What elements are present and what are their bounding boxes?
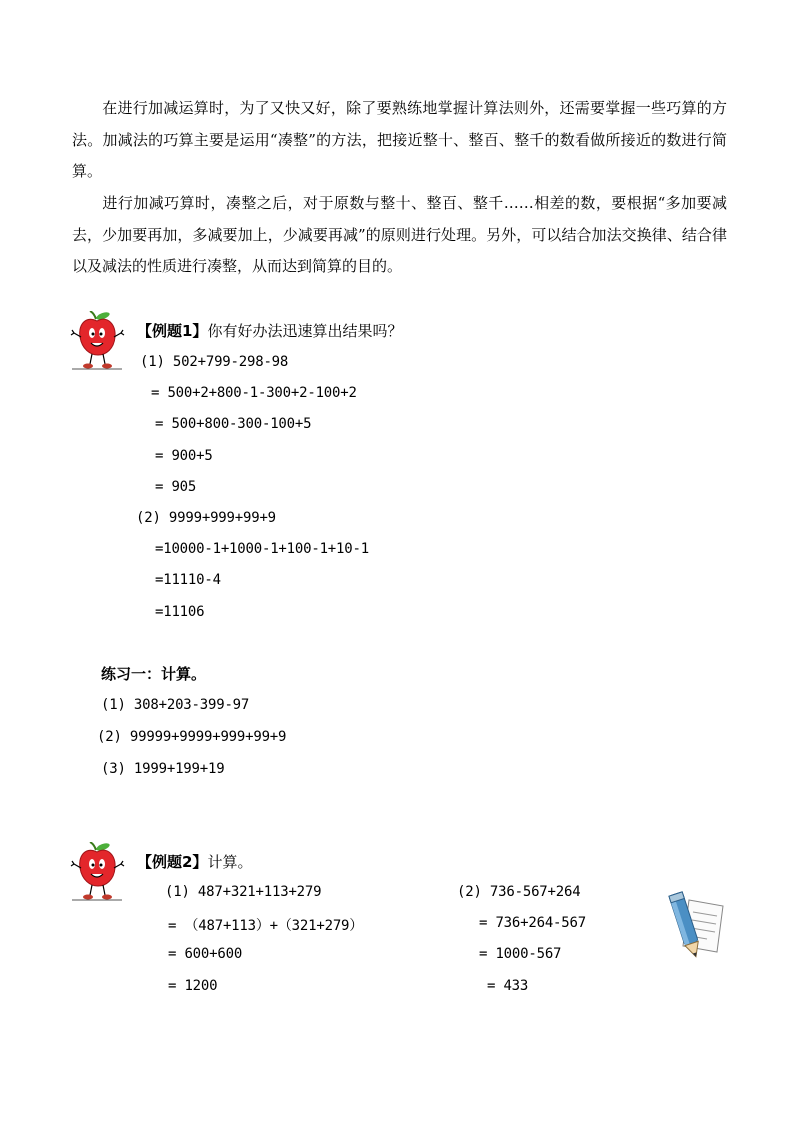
exercise1-title: 练习一：计算。 xyxy=(101,665,207,683)
exercise1-item-expr: 308+203-399-97 xyxy=(133,697,250,713)
example1-part2-expr: 9999+999+99+9 xyxy=(168,510,276,526)
example1-part1-expr: 502+799-298-98 xyxy=(172,354,289,370)
example2-right-step: = 433 xyxy=(487,978,529,994)
example2-right-step: = 1000-567 xyxy=(479,946,562,962)
example2-right-step: = 736+264-567 xyxy=(479,915,586,931)
exercise1-item-expr: 99999+9999+999+99+9 xyxy=(129,729,287,745)
exercise1-item xyxy=(101,697,249,713)
example2-right-num: (2) xyxy=(457,884,482,900)
exercise1-item xyxy=(101,761,224,777)
example2-label: 【例题2】 xyxy=(137,853,208,871)
exercise1-item-expr: 1999+199+19 xyxy=(133,761,225,777)
example1-part2-header xyxy=(136,510,276,526)
example1-part2-step: =11106 xyxy=(155,604,205,620)
example2-left-step: = 600+600 xyxy=(168,946,243,962)
example2-right-expr: 736-567+264 xyxy=(489,884,581,900)
example1-part1-step: = 500+800-300-100+5 xyxy=(155,416,312,432)
example1-part1-step: = 900+5 xyxy=(155,448,213,464)
example2-left-num: (1) xyxy=(165,884,190,900)
pencil-paper-icon xyxy=(667,890,725,962)
example2-left-step: = 1200 xyxy=(168,978,218,994)
example2-left-step: = （487+113）+（321+279） xyxy=(168,918,364,934)
exercise1-item xyxy=(97,729,286,745)
example1-part1-step: = 905 xyxy=(155,479,197,495)
example1-part1-step: = 500+2+800-1-300+2-100+2 xyxy=(151,385,357,401)
example2-title xyxy=(137,851,252,872)
example1-question: 你有好办法迅速算出结果吗？ xyxy=(207,322,403,340)
intro-text-1: 在进行加减运算时，为了又快又好，除了要熟练地掌握计算法则外，还需要掌握一些巧算的方法。加减法的巧算主要是运用“凑整”的方法，把接近整十、整百、整千的数看做所接近的数进行简算。 xyxy=(72,99,727,180)
example1-part2-num: (2) xyxy=(136,510,161,526)
example2-question: 计算。 xyxy=(207,853,253,871)
exercise1-item-num: (1) xyxy=(101,697,126,713)
apple-mascot-icon xyxy=(70,311,126,373)
apple-mascot-icon xyxy=(70,842,126,904)
exercise1-item-num: (2) xyxy=(97,729,122,745)
example2-right-header xyxy=(457,884,580,900)
example1-label: 【例题1】 xyxy=(137,322,208,340)
example2-left-expr: 487+321+113+279 xyxy=(197,884,322,900)
example1-part2-step: =10000-1+1000-1+100-1+10-1 xyxy=(155,541,369,557)
intro-text-2: 进行加减巧算时，凑整之后，对于原数与整十、整百、整千……相差的数，要根据“多加要减去，少加要再加，多减要加上，少减要再减”的原则进行处理。另外，可以结合加法交换律、结合律以及减法的性质进行凑整，从而达到简算的目的。 xyxy=(72,194,727,275)
example1-title xyxy=(137,320,402,341)
exercise1-item-num: (3) xyxy=(101,761,126,777)
example1-part1-header xyxy=(140,354,288,370)
intro-paragraph-1 xyxy=(72,93,727,188)
example2-left-header xyxy=(165,884,321,900)
example1-part1-num: (1) xyxy=(140,354,165,370)
intro-paragraph-2 xyxy=(72,188,727,283)
example1-part2-step: =11110-4 xyxy=(155,572,221,588)
